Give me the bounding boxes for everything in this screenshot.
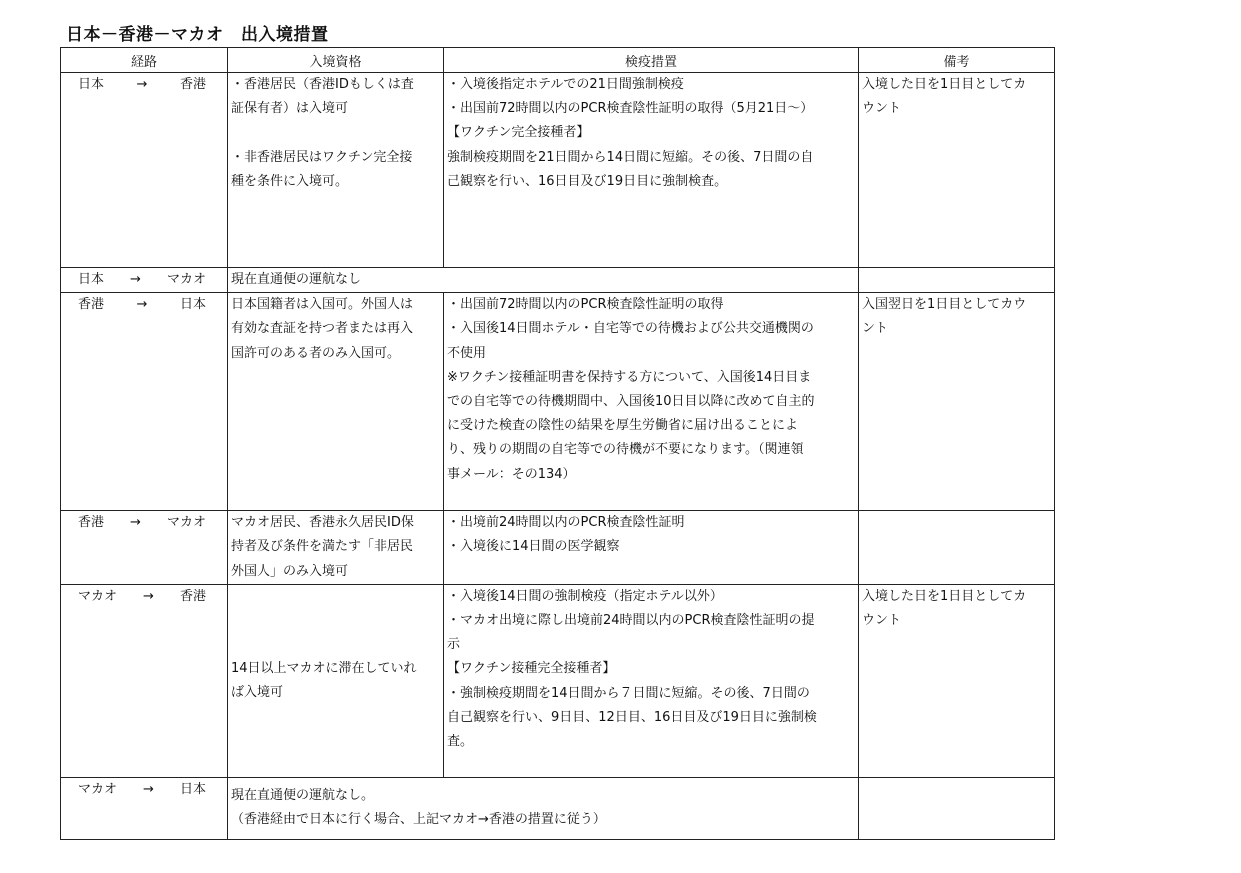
route-from: 日本	[78, 272, 105, 287]
cell-line: ・出国前72時間以内のPCR検査陰性証明の取得	[447, 297, 724, 313]
header-quarantine: 検疫措置	[444, 48, 859, 73]
remarks-cell	[859, 584, 1055, 777]
table-row	[61, 73, 1055, 268]
cell-line: 査。	[447, 734, 474, 750]
eligibility-cell	[228, 73, 444, 268]
header-route: 経路	[61, 48, 228, 73]
cell-line: ・入境後指定ホテルでの21日間強制検疫	[447, 77, 684, 92]
route-arrow: →	[143, 588, 154, 604]
measures-table	[60, 47, 1055, 840]
route-from: 日本	[78, 77, 105, 92]
cell-line: に受けた検査の陰性の結果を厚生労働省に届け出ることによ	[447, 418, 799, 434]
eligibility-cell	[228, 293, 444, 511]
route-cell	[61, 511, 228, 585]
remarks-cell	[859, 268, 1055, 293]
table-row	[61, 584, 1055, 777]
cell-line: ・入国後14日間ホテル・自宅等での待機および公共交通機関の	[447, 321, 814, 337]
route-cell	[61, 293, 228, 511]
cell-line: 外国人」のみ入境可	[231, 563, 349, 579]
cell-line: ※ワクチン接種証明書を保持する方について、入国後14日目ま	[447, 369, 812, 385]
cell-line: 14日以上マカオに滞在していれ	[231, 660, 417, 676]
cell-line: ・マカオ出境に際し出境前24時間以内のPCR検査陰性証明の提	[447, 613, 815, 629]
merged-cell	[228, 777, 859, 839]
route-cell	[61, 584, 228, 777]
cell-line: 【ワクチン完全接種者】	[447, 125, 590, 141]
route-to: マカオ	[166, 272, 206, 287]
cell-line: ば入境可	[231, 684, 284, 700]
route-cell	[61, 73, 228, 268]
page-title: 日本－香港－マカオ 出入境措置	[66, 25, 329, 45]
quarantine-cell	[444, 293, 859, 511]
route-from: マカオ	[78, 588, 118, 604]
remarks-cell	[859, 73, 1055, 268]
route-from: 香港	[78, 515, 105, 531]
cell-line: ・入境後14日間の強制検疫（指定ホテル以外）	[447, 588, 723, 604]
cell-line: ・出国前72時間以内のPCR検査陰性証明の取得（5月21日～）	[447, 101, 814, 117]
cell-line: ・出境前24時間以内のPCR検査陰性証明	[447, 515, 685, 531]
route-cell	[61, 777, 228, 839]
cell-line: 現在直通便の運航なし。	[231, 788, 375, 804]
cell-line: マカオ居民、香港永久居民ID保	[231, 515, 414, 531]
remarks-cell	[859, 777, 1055, 839]
route-to: マカオ	[166, 515, 206, 531]
remarks-cell	[859, 511, 1055, 585]
cell-line: 有効な査証を持つ者または再入	[231, 321, 414, 337]
cell-line: ント	[862, 321, 889, 337]
route-arrow: →	[130, 515, 141, 531]
cell-line: ウント	[862, 101, 902, 117]
route-to: 日本	[179, 297, 206, 313]
cell-line: 証保有者）は入境可	[231, 101, 349, 117]
route-arrow: →	[136, 77, 148, 92]
cell-line: 入境した日を1日目としてカ	[862, 77, 1027, 92]
cell-line: 不使用	[447, 345, 487, 361]
cell-line: 入国翌日を1日目としてカウ	[862, 297, 1027, 313]
cell-line: ・香港居民（香港IDもしくは査	[231, 77, 414, 92]
cell-line: ・強制検疫期間を14日間から７日間に短縮。その後、7日間の	[447, 685, 810, 701]
route-cell	[61, 268, 228, 293]
cell-line: 現在直通便の運航なし	[231, 272, 362, 287]
cell-line: ・非香港居民はワクチン完全接	[231, 149, 413, 165]
cell-line: 持者及び条件を満たす「非居民	[231, 539, 414, 555]
cell-line: 国許可のある者のみ入国可。	[231, 345, 401, 361]
route-arrow: →	[130, 272, 141, 287]
cell-line: 【ワクチン接種完全接種者】	[447, 661, 616, 677]
route-to: 香港	[179, 77, 206, 92]
table-row	[61, 777, 1055, 839]
table-row	[61, 293, 1055, 511]
cell-line: ・入境後に14日間の医学観察	[447, 539, 620, 555]
cell-line: 種を条件に入境可。	[231, 173, 349, 189]
merged-cell	[228, 268, 859, 293]
cell-line: 入境した日を1日目としてカ	[862, 588, 1027, 604]
cell-line: 強制検疫期間を21日間から14日間に短縮。その後、7日間の自	[447, 149, 814, 165]
route-to: 香港	[179, 588, 206, 604]
remarks-cell	[859, 293, 1055, 511]
cell-line: り、残りの期間の自宅等での待機が不要になります。（関連領	[447, 442, 804, 458]
eligibility-cell	[228, 584, 444, 777]
cell-line: 事メール：その134）	[447, 466, 576, 482]
route-to: 日本	[179, 781, 206, 797]
eligibility-cell	[228, 511, 444, 585]
table-row	[61, 268, 1055, 293]
quarantine-cell	[444, 511, 859, 585]
header-row	[61, 48, 1055, 73]
quarantine-cell	[444, 73, 859, 268]
quarantine-cell	[444, 584, 859, 777]
header-remarks: 備考	[859, 48, 1055, 73]
table-row	[61, 511, 1055, 585]
cell-line: 日本国籍者は入国可。外国人は	[231, 297, 414, 313]
cell-line: 己観察を行い、16日目及び19日目に強制検査。	[447, 173, 728, 189]
cell-line: 自己観察を行い、9日目、12日目、16日目及び19日目に強制検	[447, 709, 817, 725]
cell-line: （香港経由で日本に行く場合、上記マカオ→香港の措置に従う）	[231, 812, 606, 828]
route-arrow: →	[136, 297, 148, 313]
cell-line: での自宅等での待機期間中、入国後10日目以降に改めて自主的	[447, 394, 815, 410]
header-eligibility: 入境資格	[228, 48, 444, 73]
route-arrow: →	[143, 781, 154, 797]
cell-line: ウント	[862, 613, 902, 629]
route-from: マカオ	[78, 781, 118, 797]
route-from: 香港	[78, 297, 105, 313]
cell-line: 示	[447, 637, 461, 653]
